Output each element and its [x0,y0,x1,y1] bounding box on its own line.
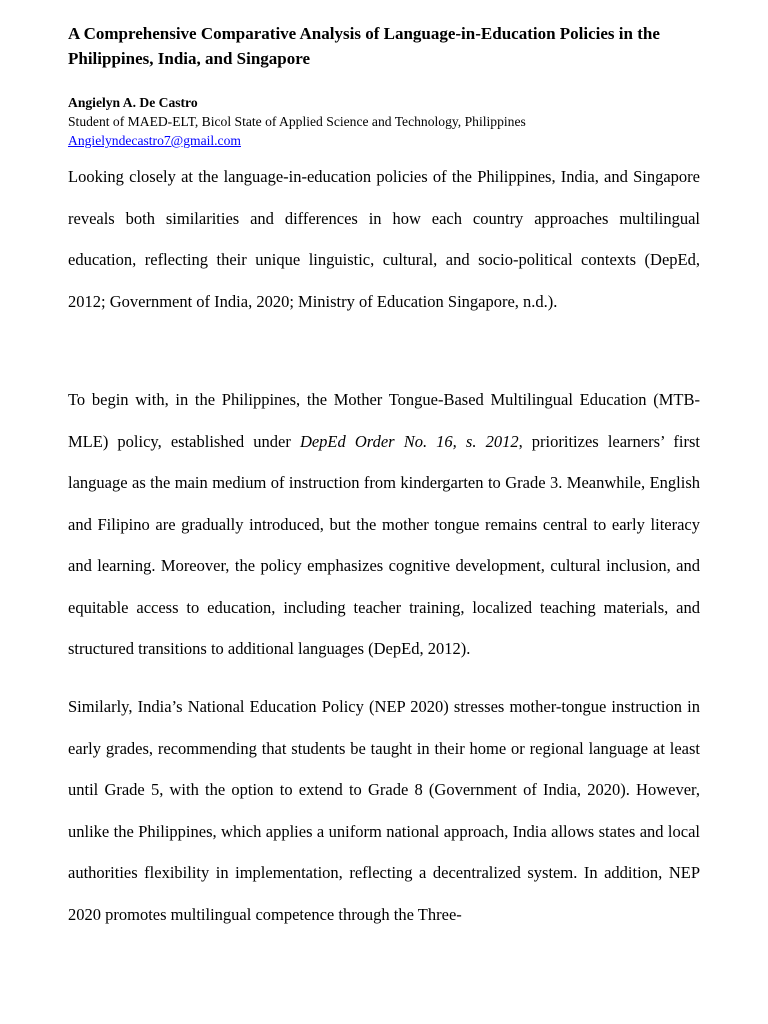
document-title: A Comprehensive Comparative Analysis of Language-in-Education Policies in the Philippines, India, and Singapore [68,24,660,68]
author-block [68,93,700,150]
deped-order-citation: DepEd Order No. 16, s. 2012 [299,431,519,451]
author-affiliation: Student of MAED-ELT, Bicol State of Applied Science and Technology, Philippines [68,114,526,129]
author-name: Angielyn A. De Castro [68,95,198,110]
paragraph-india: Similarly, India’s National Education Policy (NEP 2020) stresses mother-tongue instruction in early grades, recommending that students be taught in their home or regional language at least until Grade 5, with the option to extend to Grade 8 (Government of India, 2020). However, unlike the Philippines, which applies a uniform national approach, India allows states and local authorities flexibility in implementation, reflecting a decentralized system. In addition, NEP 2020 promotes multilingual competence through the Three- [68,697,700,924]
paragraph-philippines-text-end: , prioritizes learners’ first language as the main medium of instruction from kindergarten to Grade 3. Meanwhile, English and Filipino are gradually introduced, but the mother tongue remains central to early literacy and learning. Moreover, the policy emphasizes cognitive development, cultural inclusion, and equitable access to education, including teacher training, localized teaching materials, and structured transitions to additional languages (DepEd, 2012). [68,431,700,658]
paragraph-intro: Looking closely at the language-in-education policies of the Philippines, India, and Singapore reveals both similarities and differences in how each country approaches multilingual education, reflecting their unique linguistic, cultural, and socio-political contexts (DepEd, 2012; Government of India, 2020; Ministry of Education Singapore, n.d.). [68,167,700,311]
paragraph-philippines [68,379,700,670]
paragraph-philippines-text-start: To begin with, in the Philippines, the Mother Tongue-Based Multilingual Education (MTB-MLE) policy, established under [68,390,700,451]
author-email-link[interactable]: Angielyndecastro7@gmail.com [68,133,241,148]
